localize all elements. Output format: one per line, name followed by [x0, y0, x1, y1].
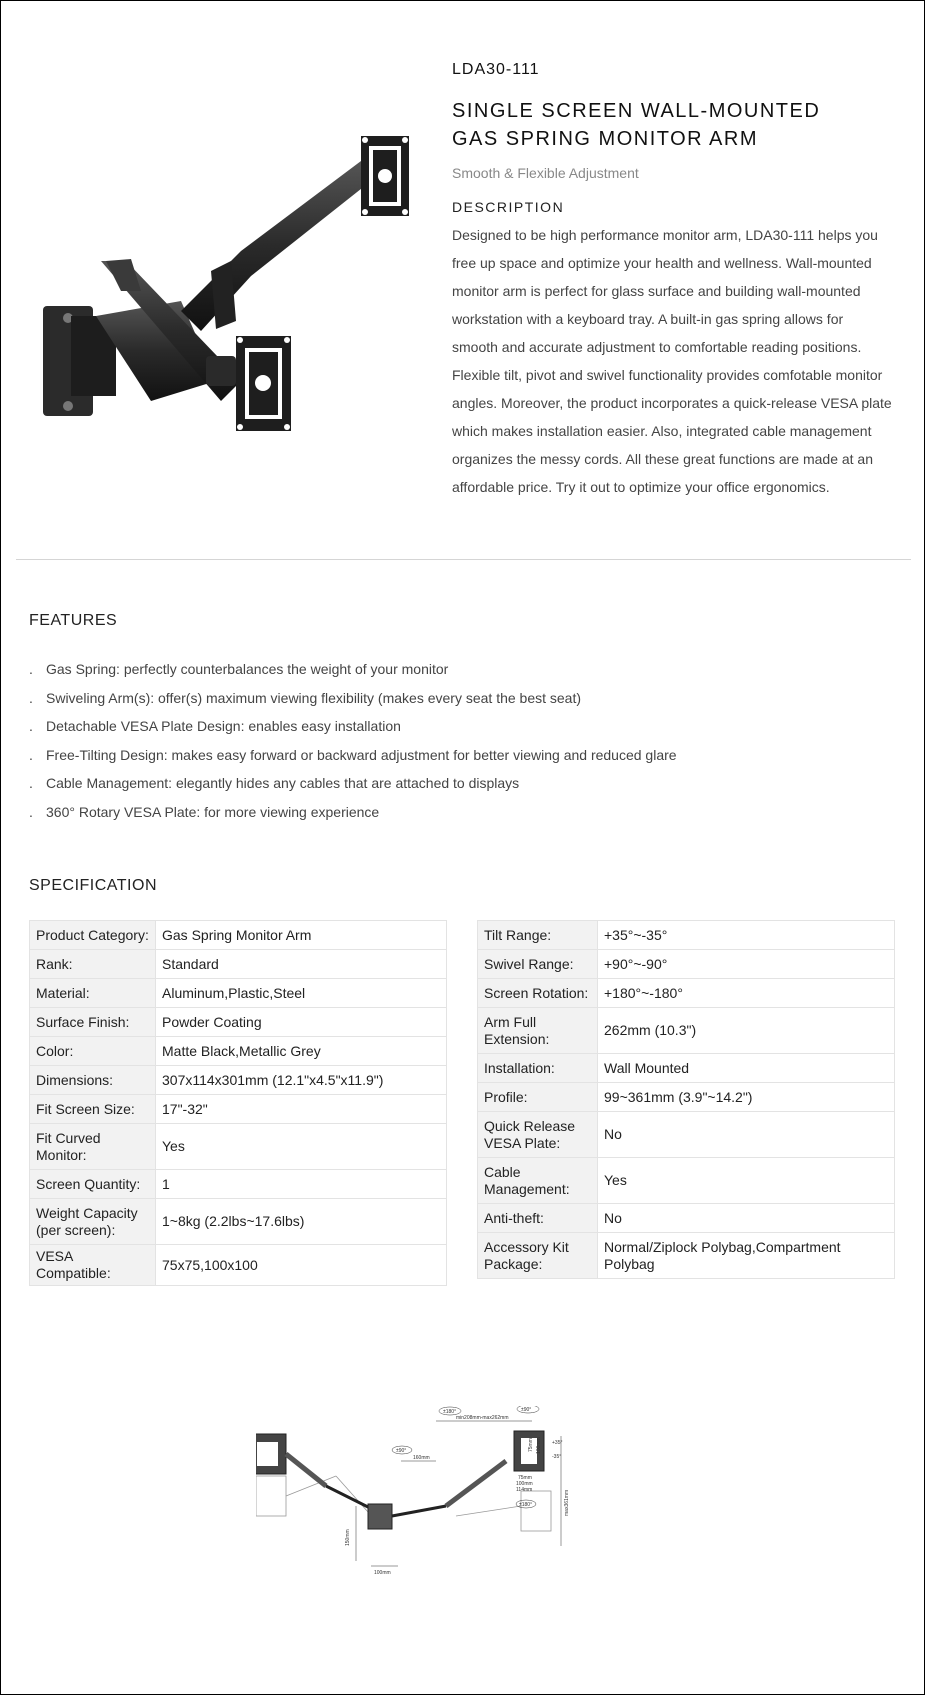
spec-row	[478, 1008, 895, 1054]
spec-row	[478, 1112, 895, 1158]
spec-value: 307x114x301mm (12.1"x4.5"x11.9")	[156, 1066, 447, 1095]
spec-value: Normal/Ziplock Polybag,Compartment Polybag	[598, 1233, 895, 1279]
description-heading: DESCRIPTION	[452, 199, 565, 215]
spec-value: Matte Black,Metallic Grey	[156, 1037, 447, 1066]
product-photo	[31, 101, 431, 481]
spec-label: Rank:	[30, 950, 156, 979]
features-heading: FEATURES	[29, 612, 118, 629]
feature-item	[29, 688, 677, 717]
spec-value: Gas Spring Monitor Arm	[156, 921, 447, 950]
diagram-label-rot180-b: ±180°	[519, 1502, 533, 1508]
spec-row	[478, 1083, 895, 1112]
spec-label: Dimensions:	[30, 1066, 156, 1095]
spec-label: Swivel Range:	[478, 950, 598, 979]
bullet: .	[29, 661, 33, 677]
spec-label: Profile:	[478, 1083, 598, 1112]
feature-item	[29, 773, 677, 802]
specification-heading: SPECIFICATION	[29, 877, 157, 894]
spec-value: +35°~-35°	[598, 921, 895, 950]
spec-row	[30, 979, 447, 1008]
spec-label: Product Category:	[30, 921, 156, 950]
spec-label: Accessory Kit Package:	[478, 1233, 598, 1279]
spec-row	[478, 950, 895, 979]
spec-value: Yes	[598, 1158, 895, 1204]
spec-label: Material:	[30, 979, 156, 1008]
spec-label: Fit Curved Monitor:	[30, 1124, 156, 1170]
spec-row	[30, 1008, 447, 1037]
spec-row	[30, 1037, 447, 1066]
spec-value: Wall Mounted	[598, 1054, 895, 1083]
feature-text: 360° Rotary VESA Plate: for more viewing experience	[46, 803, 380, 820]
feature-text: Detachable VESA Plate Design: enables easy installation	[46, 718, 401, 735]
diagram-label-width: 100mm	[374, 1570, 391, 1576]
spec-row	[478, 1158, 895, 1204]
spec-label: Cable Management:	[478, 1158, 598, 1204]
spec-value: 99~361mm (3.9"~14.2")	[598, 1083, 895, 1112]
spec-value: Powder Coating	[156, 1008, 447, 1037]
feature-text: Swiveling Arm(s): offer(s) maximum viewing flexibility (makes every seat the best seat)	[46, 689, 582, 706]
spec-row	[478, 1233, 895, 1279]
spec-table-right	[477, 920, 895, 1279]
feature-item	[29, 716, 677, 745]
diagram-label-vesa75: 75mm	[518, 1475, 532, 1481]
spec-value: Yes	[156, 1124, 447, 1170]
product-model: LDA30-111	[452, 61, 540, 78]
bullet: .	[29, 803, 33, 820]
diagram-label-rot180-a: ±180°	[443, 1409, 457, 1415]
spec-row	[30, 1170, 447, 1199]
spec-value: Standard	[156, 950, 447, 979]
spec-value: +90°~-90°	[598, 950, 895, 979]
features-list	[29, 659, 677, 831]
section-divider	[16, 559, 911, 560]
spec-value: No	[598, 1112, 895, 1158]
spec-value: 262mm (10.3")	[598, 1008, 895, 1054]
spec-table-left	[29, 920, 447, 1286]
spec-row	[478, 921, 895, 950]
bullet: .	[29, 689, 33, 706]
spec-label: Screen Quantity:	[30, 1170, 156, 1199]
product-subtitle: Smooth & Flexible Adjustment	[452, 165, 639, 181]
feature-item	[29, 802, 677, 831]
spec-row	[30, 1245, 447, 1286]
spec-label: Installation:	[478, 1054, 598, 1083]
dimension-diagram	[256, 1406, 656, 1591]
diagram-label-depth: 150mm	[345, 1529, 351, 1546]
spec-label: Weight Capacity (per screen):	[30, 1199, 156, 1245]
diagram-label-vesa100: 100mm	[516, 1481, 533, 1487]
spec-row	[478, 1204, 895, 1233]
feature-text: Cable Management: elegantly hides any cables that are attached to displays	[46, 775, 520, 792]
spec-label: Color:	[30, 1037, 156, 1066]
spec-row	[30, 1066, 447, 1095]
spec-row	[478, 979, 895, 1008]
diagram-label-reach: min208mm-max262mm	[456, 1415, 509, 1421]
spec-label: Anti-theft:	[478, 1204, 598, 1233]
diagram-label-v100: 100mm	[536, 1437, 542, 1454]
diagram-label-v75: 75mm	[528, 1438, 534, 1452]
diagram-label-rot90-a: ±90°	[521, 1407, 532, 1413]
spec-label: Fit Screen Size:	[30, 1095, 156, 1124]
product-title	[452, 97, 892, 153]
spec-value: +180°~-180°	[598, 979, 895, 1008]
spec-value: 1~8kg (2.2lbs~17.6lbs)	[156, 1199, 447, 1245]
spec-value: No	[598, 1204, 895, 1233]
spec-value: 75x75,100x100	[156, 1245, 447, 1286]
spec-value: 1	[156, 1170, 447, 1199]
description-text: Designed to be high performance monitor arm, LDA30-111 helps you free up space and optimize your health and wellness. Wall-mounted monitor arm is perfect for glass surface and building wall-mounted workstation with a keyboard tray. A built-in gas spring allows for smooth and accurate adjustment to comfortable reading positions. Flexible tilt, pivot and swivel functionality provides comfotable monitor angles. Moreover, the product incorporates a quick-release VESA plate which makes installation easier. Also, integrated cable management organizes the messy cords. All these great functions are made at an affordable price. Try it out to optimize your office ergonomics.	[452, 227, 892, 495]
product-title-line1: SINGLE SCREEN WALL-MOUNTED	[452, 100, 821, 122]
spec-row	[30, 921, 447, 950]
bullet: .	[29, 775, 33, 792]
spec-row	[478, 1054, 895, 1083]
spec-label: Arm Full Extension:	[478, 1008, 598, 1054]
spec-label: Surface Finish:	[30, 1008, 156, 1037]
diagram-label-offset: 160mm	[413, 1455, 430, 1461]
bullet: .	[29, 718, 33, 735]
feature-text: Gas Spring: perfectly counterbalances the weight of your monitor	[46, 661, 449, 677]
spec-label: Tilt Range:	[478, 921, 598, 950]
spec-label: Screen Rotation:	[478, 979, 598, 1008]
diagram-label-tilt-down: -35°	[552, 1454, 562, 1460]
diagram-label-vesa114: 114mm	[516, 1487, 533, 1493]
bullet: .	[29, 746, 33, 763]
spec-value: 17"-32"	[156, 1095, 447, 1124]
feature-item	[29, 745, 677, 774]
product-info	[452, 61, 892, 501]
spec-value: Aluminum,Plastic,Steel	[156, 979, 447, 1008]
spec-row	[30, 1199, 447, 1245]
spec-label: VESA Compatible:	[30, 1245, 156, 1286]
diagram-label-rot90-b: ±90°	[396, 1448, 407, 1454]
spec-row	[30, 950, 447, 979]
diagram-label-height: max361mm	[564, 1489, 570, 1516]
spec-label: Quick Release VESA Plate:	[478, 1112, 598, 1158]
diagram-label-tilt-up: +35°	[552, 1440, 563, 1446]
product-title-line2: GAS SPRING MONITOR ARM	[452, 128, 758, 150]
spec-row	[30, 1095, 447, 1124]
spec-row	[30, 1124, 447, 1170]
feature-item	[29, 659, 677, 688]
feature-text: Free-Tilting Design: makes easy forward or backward adjustment for better viewing and reduced glare	[46, 746, 677, 763]
